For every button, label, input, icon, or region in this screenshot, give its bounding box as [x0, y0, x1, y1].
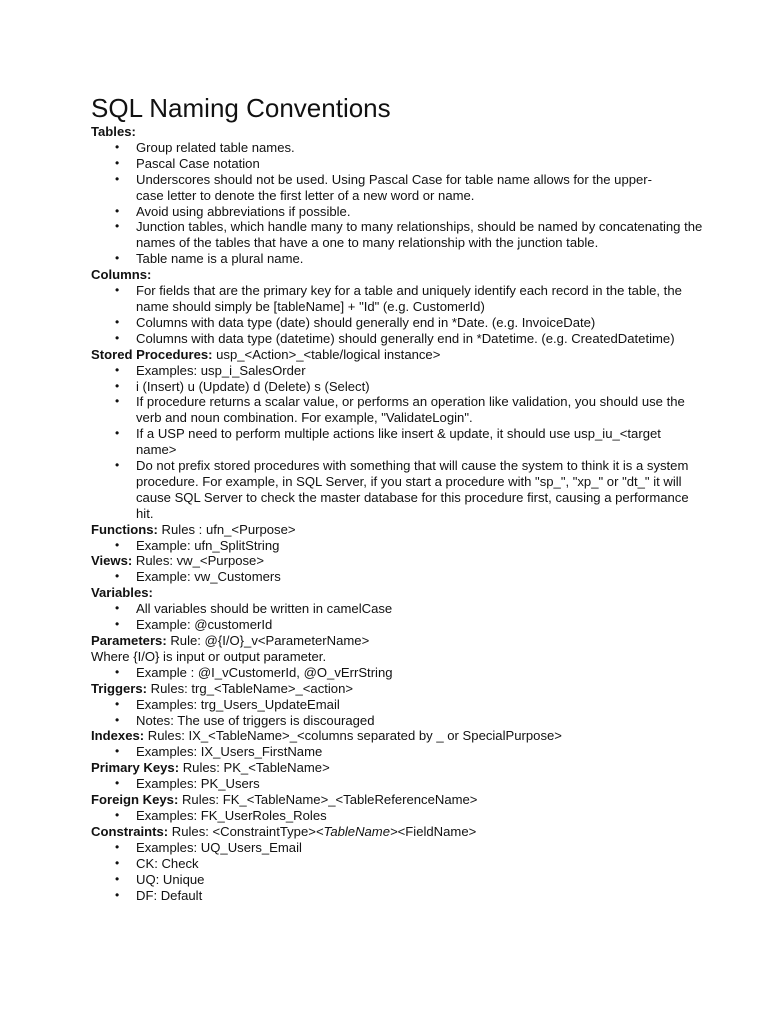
list-item: • Example : @I_vCustomerId, @O_vErrString: [91, 665, 691, 681]
list-item: • Underscores should not be used. Using Pascal Case for table name allows for the upper-case letter to denote the first letter of a new word or name.: [91, 172, 666, 204]
functions-list: [91, 538, 691, 554]
list-item: • If a USP need to perform multiple actions like insert & update, it should use usp_iu_<target name>: [91, 426, 666, 458]
list-item: • Examples: FK_UserRoles_Roles: [91, 808, 691, 824]
section-rule: Rules: <ConstraintType>: [168, 823, 316, 839]
triggers-list: [91, 697, 691, 729]
list-item: • Table name is a plural name.: [91, 251, 691, 267]
section-tables-heading: [91, 124, 691, 140]
list-item: • Example: ufn_SplitString: [91, 538, 691, 554]
list-item: • Examples: usp_i_SalesOrder: [91, 363, 691, 379]
variables-list: [91, 601, 691, 633]
page-title: SQL Naming Conventions: [91, 93, 391, 123]
section-label: Primary Keys:: [91, 760, 180, 776]
section-label: Functions:: [91, 521, 158, 537]
section-foreign-keys-heading: [91, 792, 691, 808]
indexes-list: [91, 744, 691, 760]
list-item: • UQ: Unique: [91, 872, 691, 888]
section-rule: Rules: IX_<TableName>_<columns separated by _ or SpecialPurpose>: [144, 728, 562, 744]
section-label: Columns:: [91, 267, 152, 283]
primary-keys-list: [91, 776, 691, 792]
list-item: • Examples: trg_Users_UpdateEmail: [91, 697, 691, 713]
list-item: • All variables should be written in camelCase: [91, 601, 691, 617]
section-primary-keys-heading: [91, 760, 691, 776]
section-constraints-heading: [91, 824, 691, 840]
section-label: Parameters:: [91, 633, 167, 648]
section-label: Constraints:: [91, 823, 169, 839]
section-rule: usp_<Action>_<table/logical instance>: [212, 346, 441, 362]
views-list: [91, 569, 691, 585]
parameters-list: [91, 665, 691, 681]
section-label: Views:: [91, 553, 133, 569]
section-rule: Rules: vw_<Purpose>: [132, 553, 264, 569]
list-item: • DF: Default: [91, 888, 691, 904]
parameters-note: Where {I/O} is input or output parameter.: [91, 648, 327, 664]
section-rule: Rule: @{I/O}_v<ParameterName>: [166, 633, 370, 648]
list-item: • Example: vw_Customers: [91, 569, 691, 585]
list-item: • Columns with data type (date) should generally end in *Date. (e.g. InvoiceDate): [91, 315, 691, 331]
tables-list: [91, 139, 703, 267]
list-item: • Pascal Case notation: [91, 156, 691, 172]
list-item: • CK: Check: [91, 856, 691, 872]
section-rule: Rules: trg_<TableName>_<action>: [147, 680, 354, 696]
list-item: • Avoid using abbreviations if possible.: [91, 204, 691, 220]
section-label: Variables:: [91, 585, 153, 601]
section-columns-heading: [91, 267, 691, 283]
list-item: • Columns with data type (datetime) should generally end in *Datetime. (e.g. CreatedDatetime): [91, 331, 691, 347]
stored-procedures-list: [91, 363, 691, 522]
section-triggers-heading: [91, 681, 691, 697]
section-label: Tables:: [91, 124, 136, 139]
columns-list: [91, 283, 691, 347]
section-rule: Rules: PK_<TableName>: [179, 760, 330, 776]
list-item: • For fields that are the primary key for a table and uniquely identify each record in the table, the name should simply be [tableName] + "Id" (e.g. CustomerId): [91, 283, 710, 315]
section-parameters-heading: [91, 633, 691, 649]
section-indexes-heading: [91, 728, 691, 744]
list-item: • Junction tables, which handle many to many relationships, should be named by concatenating the names of the tables that have a one to many relationship with the junction table.: [91, 219, 710, 251]
section-functions-heading: [91, 522, 691, 538]
section-label: Stored Procedures:: [91, 346, 213, 362]
list-item: • Do not prefix stored procedures with something that will cause the system to think it is a system procedure. For example, in SQL Server, if you start a procedure with "sp_", "xp_" or "dt_" it will cause SQL Server to check the master database for this procedure first, causing a performance hit.: [91, 458, 700, 522]
section-rule: Rules : ufn_<Purpose>: [157, 521, 296, 537]
list-item: • Group related table names.: [91, 140, 691, 156]
list-item: • Examples: UQ_Users_Email: [91, 840, 691, 856]
section-rule: <FieldName>: [397, 823, 477, 839]
list-item: • Notes: The use of triggers is discouraged: [91, 713, 691, 729]
list-item: • Examples: PK_Users: [91, 776, 691, 792]
section-stored-procedures-heading: [91, 347, 691, 363]
section-rule: Rules: FK_<TableName>_<TableReferenceName>: [178, 792, 478, 808]
section-label: Indexes:: [91, 728, 145, 744]
document-body: [91, 93, 703, 903]
section-variables-heading: [91, 585, 691, 601]
list-item: • Examples: IX_Users_FirstName: [91, 744, 691, 760]
list-item: • Example: @customerId: [91, 617, 691, 633]
list-item: • If procedure returns a scalar value, or performs an operation like validation, you should use the verb and noun combination. For example, "ValidateLogin".: [91, 394, 710, 426]
section-label: Triggers:: [91, 680, 148, 696]
section-label: Foreign Keys:: [91, 792, 179, 808]
constraints-list: [91, 840, 691, 904]
section-rule-italic: <TableName>: [315, 823, 398, 839]
section-views-heading: [91, 553, 691, 569]
list-item: • i (Insert) u (Update) d (Delete) s (Select): [91, 379, 691, 395]
foreign-keys-list: [91, 808, 691, 824]
